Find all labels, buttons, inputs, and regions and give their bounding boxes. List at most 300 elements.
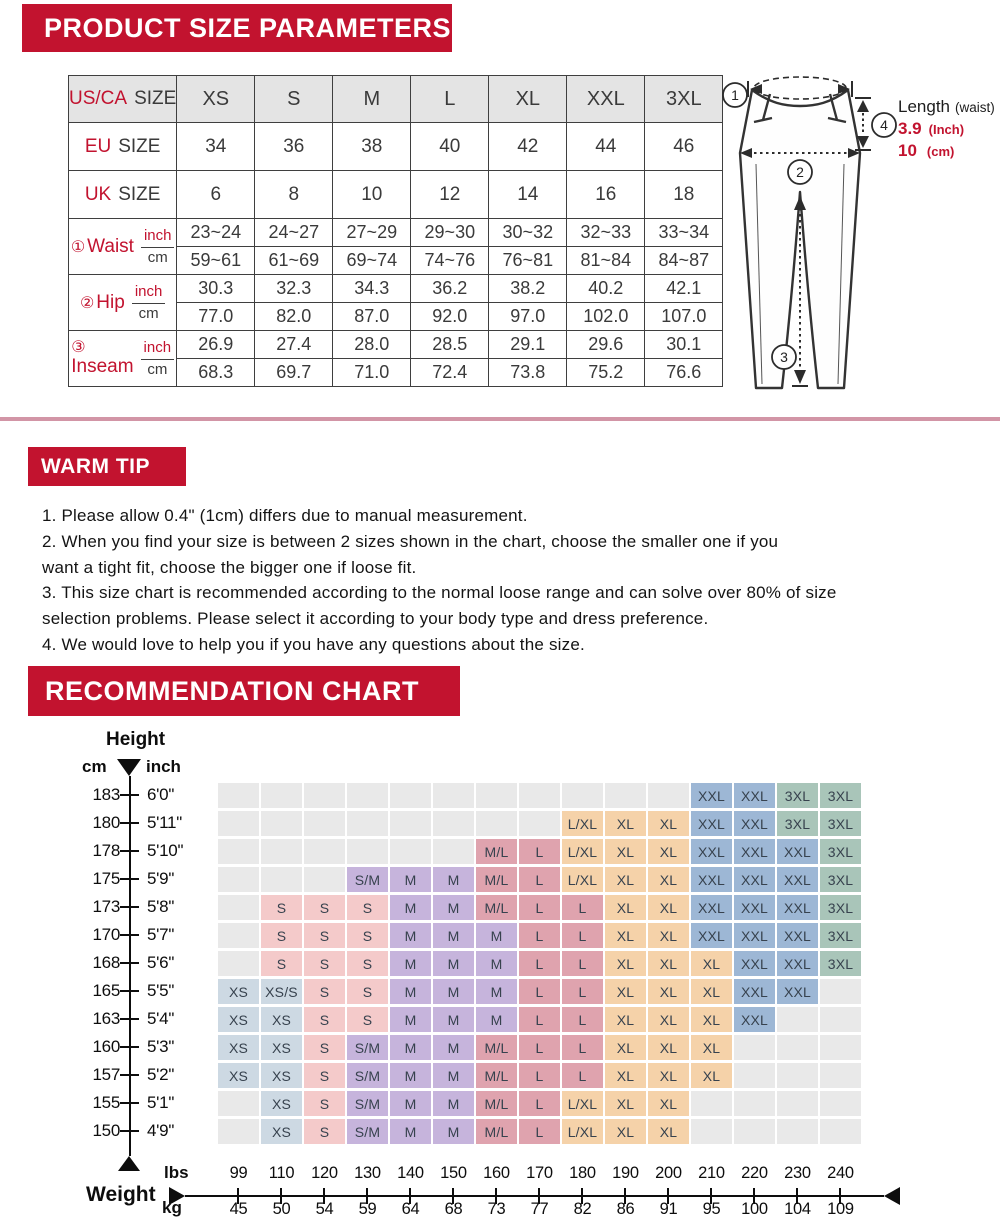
size-cell: 3XL (820, 923, 861, 948)
tip-line: 2. When you find your size is between 2 sizes shown in the chart, choose the smaller one if you (42, 531, 779, 551)
empty-cell (433, 839, 474, 864)
size-cell: S (304, 1091, 345, 1116)
measure-inch-value: 27.4 (255, 331, 333, 359)
measure-cm-value: 76~81 (489, 247, 567, 275)
size-cell: L (562, 895, 603, 920)
empty-cell (562, 783, 603, 808)
size-value-cell: 40 (411, 123, 489, 171)
unit-stack (141, 338, 175, 379)
size-cell: XXL (734, 867, 775, 892)
empty-cell (261, 811, 302, 836)
weight-lbs-value: 230 (784, 1164, 811, 1182)
empty-cell (304, 839, 345, 864)
size-value-cell: 18 (645, 171, 723, 219)
measure-cm-value: 92.0 (411, 303, 489, 331)
size-cell: M (433, 1007, 474, 1032)
size-cell: S (304, 1007, 345, 1032)
measure-inch-value: 29.1 (489, 331, 567, 359)
measure-cm-value: 82.0 (255, 303, 333, 331)
measure-inch-value: 36.2 (411, 275, 489, 303)
empty-cell (777, 1091, 818, 1116)
size-cell: L (519, 1007, 560, 1032)
height-cm-value: 178 (92, 841, 120, 860)
empty-cell (519, 783, 560, 808)
recommendation-chart-banner (28, 666, 460, 716)
empty-cell (476, 783, 517, 808)
size-cell: S (347, 951, 388, 976)
empty-cell (777, 1063, 818, 1088)
height-tick-mark (120, 1102, 139, 1104)
size-value-cell: 6 (177, 171, 255, 219)
height-tick-mark (120, 962, 139, 964)
row-label-cell (69, 171, 177, 219)
size-cell: M/L (476, 1091, 517, 1116)
empty-cell (820, 1119, 861, 1144)
size-cell: XXL (734, 979, 775, 1004)
height-cm-value: 163 (92, 1009, 120, 1028)
weight-kg-value: 64 (401, 1200, 420, 1218)
size-cell: M (476, 951, 517, 976)
size-cell: XL (691, 1063, 732, 1088)
weight-axis-line (185, 1195, 884, 1197)
size-column-header: M (333, 76, 411, 123)
size-cell: M (433, 1091, 474, 1116)
measure-name-label: Inseam (71, 355, 134, 377)
tip-item (42, 503, 982, 529)
svg-text:3: 3 (780, 349, 788, 365)
weight-kg-value: 45 (229, 1200, 248, 1218)
marker-4-icon (872, 113, 896, 137)
size-cell: XXL (734, 923, 775, 948)
height-tick-mark (120, 1046, 139, 1048)
measure-cm-value: 74~76 (411, 247, 489, 275)
size-cell: XXL (777, 951, 818, 976)
height-tick-mark (120, 850, 139, 852)
size-cell: XL (691, 951, 732, 976)
size-cell: L/XL (562, 811, 603, 836)
size-cell: M (390, 1035, 431, 1060)
tip-item (42, 632, 982, 658)
size-cell: XXL (691, 895, 732, 920)
tip-line: selection problems. Please select it according to your body type and dress preference. (42, 609, 709, 629)
measure-marker-icon: ① (70, 238, 86, 256)
empty-cell (734, 1035, 775, 1060)
height-tick-mark (120, 934, 139, 936)
weight-lbs-value: 140 (397, 1164, 424, 1182)
product-size-parameters-banner (22, 4, 452, 52)
size-cell: L (519, 839, 560, 864)
size-cell: L/XL (562, 1119, 603, 1144)
height-inch-value: 5'4'' (147, 1009, 175, 1028)
size-cell: XXL (777, 923, 818, 948)
empty-cell (820, 1035, 861, 1060)
size-cell: S (304, 1035, 345, 1060)
up-arrow-icon (118, 1156, 140, 1171)
height-cm-value: 183 (92, 785, 120, 804)
size-cell: XL (605, 1035, 646, 1060)
size-column-header: L (411, 76, 489, 123)
warm-tip-title: WARM TIP (41, 454, 150, 478)
measure-cm-value: 97.0 (489, 303, 567, 331)
size-cell: XXL (691, 811, 732, 836)
recommendation-chart-title: RECOMMENDATION CHART (45, 675, 419, 706)
size-cell: S (304, 979, 345, 1004)
size-cell: XL (605, 1063, 646, 1088)
weight-kg-value: 50 (272, 1200, 291, 1218)
empty-cell (218, 951, 259, 976)
height-axis-title: Height (106, 729, 166, 750)
size-cell: L (519, 1091, 560, 1116)
us-ca-size-header-cell (69, 76, 177, 123)
height-tick-mark (120, 822, 139, 824)
height-tick-mark (120, 906, 139, 908)
weight-lbs-value: 99 (229, 1164, 248, 1182)
empty-cell (820, 1091, 861, 1116)
size-cell: S (304, 951, 345, 976)
measure-inch-row (69, 331, 723, 359)
measure-marker-icon: ② (79, 294, 95, 312)
size-cell: XS (261, 1007, 302, 1032)
weight-kg-value: 73 (487, 1200, 506, 1218)
size-cell: S/M (347, 1035, 388, 1060)
empty-cell (218, 811, 259, 836)
size-column-header: S (255, 76, 333, 123)
empty-cell (777, 1119, 818, 1144)
empty-cell (347, 811, 388, 836)
measure-inch-value: 24~27 (255, 219, 333, 247)
height-inch-value: 5'3'' (147, 1037, 175, 1056)
size-cell: XS (218, 1063, 259, 1088)
measure-cm-value: 68.3 (177, 359, 255, 387)
size-cell: XL (605, 811, 646, 836)
size-cell: L (562, 979, 603, 1004)
size-value-cell: 46 (645, 123, 723, 171)
size-cell: XL (648, 867, 689, 892)
empty-cell (261, 839, 302, 864)
size-cell: XL (648, 923, 689, 948)
size-cell: L (519, 979, 560, 1004)
empty-cell (691, 1091, 732, 1116)
measure-cm-value: 81~84 (567, 247, 645, 275)
weight-kg-value: 86 (616, 1200, 635, 1218)
tip-item (42, 529, 982, 581)
measure-inch-value: 40.2 (567, 275, 645, 303)
height-cm-value: 160 (92, 1037, 120, 1056)
size-column-header: XL (489, 76, 567, 123)
measure-name (80, 292, 125, 314)
size-cell: M/L (476, 1035, 517, 1060)
empty-cell (390, 839, 431, 864)
length-dim-arrow-up (857, 100, 869, 112)
size-cell: M (390, 979, 431, 1004)
size-cell: M (390, 1091, 431, 1116)
weight-kg-value: 82 (573, 1200, 592, 1218)
size-cell: XL (605, 1119, 646, 1144)
lbs-unit-label: lbs (164, 1163, 189, 1182)
cm-unit-label: cm (138, 304, 159, 322)
size-cell: M (433, 951, 474, 976)
size-parameters-table (68, 75, 723, 387)
measure-cm-value: 72.4 (411, 359, 489, 387)
measure-cm-value: 77.0 (177, 303, 255, 331)
size-cell: S (261, 895, 302, 920)
size-cell: S (261, 951, 302, 976)
size-value-cell: 44 (567, 123, 645, 171)
size-cell: L (562, 923, 603, 948)
size-cell: XXL (734, 811, 775, 836)
size-cell: L (519, 895, 560, 920)
size-cell: L/XL (562, 867, 603, 892)
empty-cell (691, 1119, 732, 1144)
size-value-cell: 14 (489, 171, 567, 219)
tip-line: want a tight fit, choose the bigger one if loose fit. (42, 557, 417, 577)
weight-kg-value: 68 (444, 1200, 463, 1218)
weight-lbs-value: 170 (526, 1164, 553, 1182)
weight-lbs-value: 210 (698, 1164, 725, 1182)
size-cell: XS (261, 1035, 302, 1060)
inch-unit-label: inch (141, 338, 175, 360)
size-cell: S (261, 923, 302, 948)
height-cm-value: 173 (92, 897, 120, 916)
size-column-header: 3XL (645, 76, 723, 123)
height-inch-value: 5'7'' (147, 925, 175, 944)
height-tick-mark (120, 878, 139, 880)
size-cell: M (390, 1119, 431, 1144)
empty-cell (261, 783, 302, 808)
unit-stack (132, 282, 166, 323)
height-inch-value: 5'5'' (147, 981, 175, 1000)
height-inch-value: 4'9'' (147, 1121, 175, 1140)
size-cell: XXL (691, 783, 732, 808)
weight-lbs-value: 190 (612, 1164, 639, 1182)
region-label: EU (84, 135, 112, 157)
length-waist-label: Length (waist) (898, 97, 995, 116)
measure-inch-value: 32.3 (255, 275, 333, 303)
tip-line: 4. We would love to help you if you have any questions about the size. (42, 634, 585, 654)
marker-3-icon (772, 345, 796, 369)
height-cm-value: 155 (92, 1093, 120, 1112)
size-cell: XXL (691, 867, 732, 892)
measure-inch-value: 28.0 (333, 331, 411, 359)
empty-cell (476, 811, 517, 836)
size-cell: M/L (476, 867, 517, 892)
height-cm-value: 150 (92, 1121, 120, 1140)
size-cell: L (562, 951, 603, 976)
left-arrow-icon (884, 1187, 900, 1205)
size-cell: M (476, 923, 517, 948)
size-cell: XS (261, 1063, 302, 1088)
size-cell: S (304, 895, 345, 920)
measure-cm-value: 75.2 (567, 359, 645, 387)
empty-cell (218, 895, 259, 920)
size-cell: 3XL (820, 867, 861, 892)
height-cm-value: 175 (92, 869, 120, 888)
empty-cell (734, 1063, 775, 1088)
measure-inch-value: 34.3 (333, 275, 411, 303)
size-cell: S/M (347, 1091, 388, 1116)
size-cell: XXL (734, 839, 775, 864)
measure-cm-value: 107.0 (645, 303, 723, 331)
inseam-arrow-down (794, 370, 806, 384)
weight-lbs-value: 220 (741, 1164, 768, 1182)
size-cell: XL (648, 1007, 689, 1032)
measure-cm-value: 61~69 (255, 247, 333, 275)
svg-text:4: 4 (880, 117, 888, 133)
size-cell: XXL (734, 783, 775, 808)
measure-inch-value: 29~30 (411, 219, 489, 247)
size-cell: M/L (476, 839, 517, 864)
weight-lbs-value: 120 (311, 1164, 338, 1182)
size-table-row (69, 171, 723, 219)
measure-inch-value: 30~32 (489, 219, 567, 247)
size-cell: XL (605, 1091, 646, 1116)
measure-inch-row (69, 275, 723, 303)
size-value-cell: 10 (333, 171, 411, 219)
size-cell: XXL (734, 951, 775, 976)
measure-label-cell (69, 219, 177, 275)
size-cell: M/L (476, 1063, 517, 1088)
size-cell: XL (605, 1007, 646, 1032)
size-cell: M (390, 1007, 431, 1032)
measure-inch-value: 38.2 (489, 275, 567, 303)
height-cm-value: 170 (92, 925, 120, 944)
height-tick-mark (120, 1018, 139, 1020)
measure-inch-value: 29.6 (567, 331, 645, 359)
measure-cm-value: 73.8 (489, 359, 567, 387)
size-table-row (69, 123, 723, 171)
size-cell: S (304, 923, 345, 948)
size-cell: S (347, 923, 388, 948)
height-inch-value: 5'6'' (147, 953, 175, 972)
size-word-label: SIZE (118, 183, 161, 205)
size-cell: S (347, 1007, 388, 1032)
size-cell: 3XL (820, 811, 861, 836)
tip-item (42, 580, 982, 632)
size-cell: M (433, 979, 474, 1004)
size-cell: XL (691, 979, 732, 1004)
size-cell: M/L (476, 895, 517, 920)
height-tick-mark (120, 1130, 139, 1132)
height-tick-mark (120, 1074, 139, 1076)
size-cell: M (433, 1119, 474, 1144)
size-cell: XXL (777, 979, 818, 1004)
size-cell: XL (605, 839, 646, 864)
empty-cell (261, 867, 302, 892)
empty-cell (218, 839, 259, 864)
size-cell: XL (648, 1063, 689, 1088)
size-value-cell: 34 (177, 123, 255, 171)
height-cm-value: 180 (92, 813, 120, 832)
empty-cell (304, 783, 345, 808)
height-inch-value: 5'2'' (147, 1065, 175, 1084)
measure-cm-value: 59~61 (177, 247, 255, 275)
size-cell: M (390, 1063, 431, 1088)
weight-lbs-value: 240 (827, 1164, 854, 1182)
empty-cell (218, 1091, 259, 1116)
height-inch-value: 6'0'' (147, 785, 175, 804)
empty-cell (304, 811, 345, 836)
size-cell: XL (691, 1035, 732, 1060)
inch-unit-label: inch (132, 282, 166, 304)
measure-cm-value: 71.0 (333, 359, 411, 387)
size-cell: L (519, 951, 560, 976)
height-inch-value: 5'10'' (147, 841, 184, 860)
empty-cell (390, 783, 431, 808)
size-cell: XL (648, 1119, 689, 1144)
size-table-header-row (69, 76, 723, 123)
height-inch-value: 5'1'' (147, 1093, 175, 1112)
empty-cell (347, 783, 388, 808)
size-cell: XXL (691, 923, 732, 948)
size-cell: M (390, 951, 431, 976)
empty-cell (347, 839, 388, 864)
empty-cell (820, 979, 861, 1004)
weight-kg-value: 104 (784, 1200, 811, 1218)
measure-label-cell (69, 275, 177, 331)
size-cell: L (519, 1035, 560, 1060)
height-inch-value: 5'8'' (147, 897, 175, 916)
size-recommendation-grid (218, 783, 861, 1144)
empty-cell (433, 811, 474, 836)
weight-kg-value: 100 (741, 1200, 768, 1218)
height-inch-value: 5'11'' (147, 813, 183, 832)
kg-unit-label: kg (162, 1198, 182, 1217)
unit-stack (141, 226, 175, 267)
weight-lbs-value: 130 (354, 1164, 381, 1182)
size-cell: XS (218, 979, 259, 1004)
size-cell: M/L (476, 1119, 517, 1144)
svg-text:2: 2 (796, 164, 804, 180)
weight-lbs-value: 180 (569, 1164, 596, 1182)
measure-inch-row (69, 219, 723, 247)
us-ca-label: US/CA (69, 88, 128, 109)
empty-cell (820, 1063, 861, 1088)
size-cell: 3XL (777, 811, 818, 836)
empty-cell (433, 783, 474, 808)
size-cell: L/XL (562, 839, 603, 864)
inch-unit-label: inch (146, 757, 181, 776)
empty-cell (777, 1035, 818, 1060)
size-cell: S/M (347, 1119, 388, 1144)
empty-cell (648, 783, 689, 808)
marker-1-icon (723, 83, 747, 107)
measure-label-cell (69, 331, 177, 387)
size-cell: S/M (347, 1063, 388, 1088)
size-cell: XL (605, 979, 646, 1004)
size-cell: S (304, 1063, 345, 1088)
empty-cell (519, 811, 560, 836)
size-word-label: SIZE (134, 88, 177, 109)
size-cell: XL (605, 951, 646, 976)
weight-kg-value: 59 (358, 1200, 377, 1218)
empty-cell (734, 1119, 775, 1144)
empty-cell (820, 1007, 861, 1032)
warm-tip-banner (28, 447, 186, 486)
size-cell: 3XL (820, 951, 861, 976)
size-cell: M (433, 1035, 474, 1060)
measure-cm-value: 76.6 (645, 359, 723, 387)
inch-unit-label: inch (141, 226, 175, 248)
height-inch-value: 5'9'' (147, 869, 175, 888)
weight-kg-value: 95 (702, 1200, 721, 1218)
size-cell: XL (605, 923, 646, 948)
height-axis-line (129, 776, 131, 1156)
size-cell: XL (648, 1091, 689, 1116)
size-cell: M (433, 1063, 474, 1088)
size-column-header: XXL (567, 76, 645, 123)
weight-kg-value: 91 (659, 1200, 678, 1218)
size-cell: M (433, 867, 474, 892)
